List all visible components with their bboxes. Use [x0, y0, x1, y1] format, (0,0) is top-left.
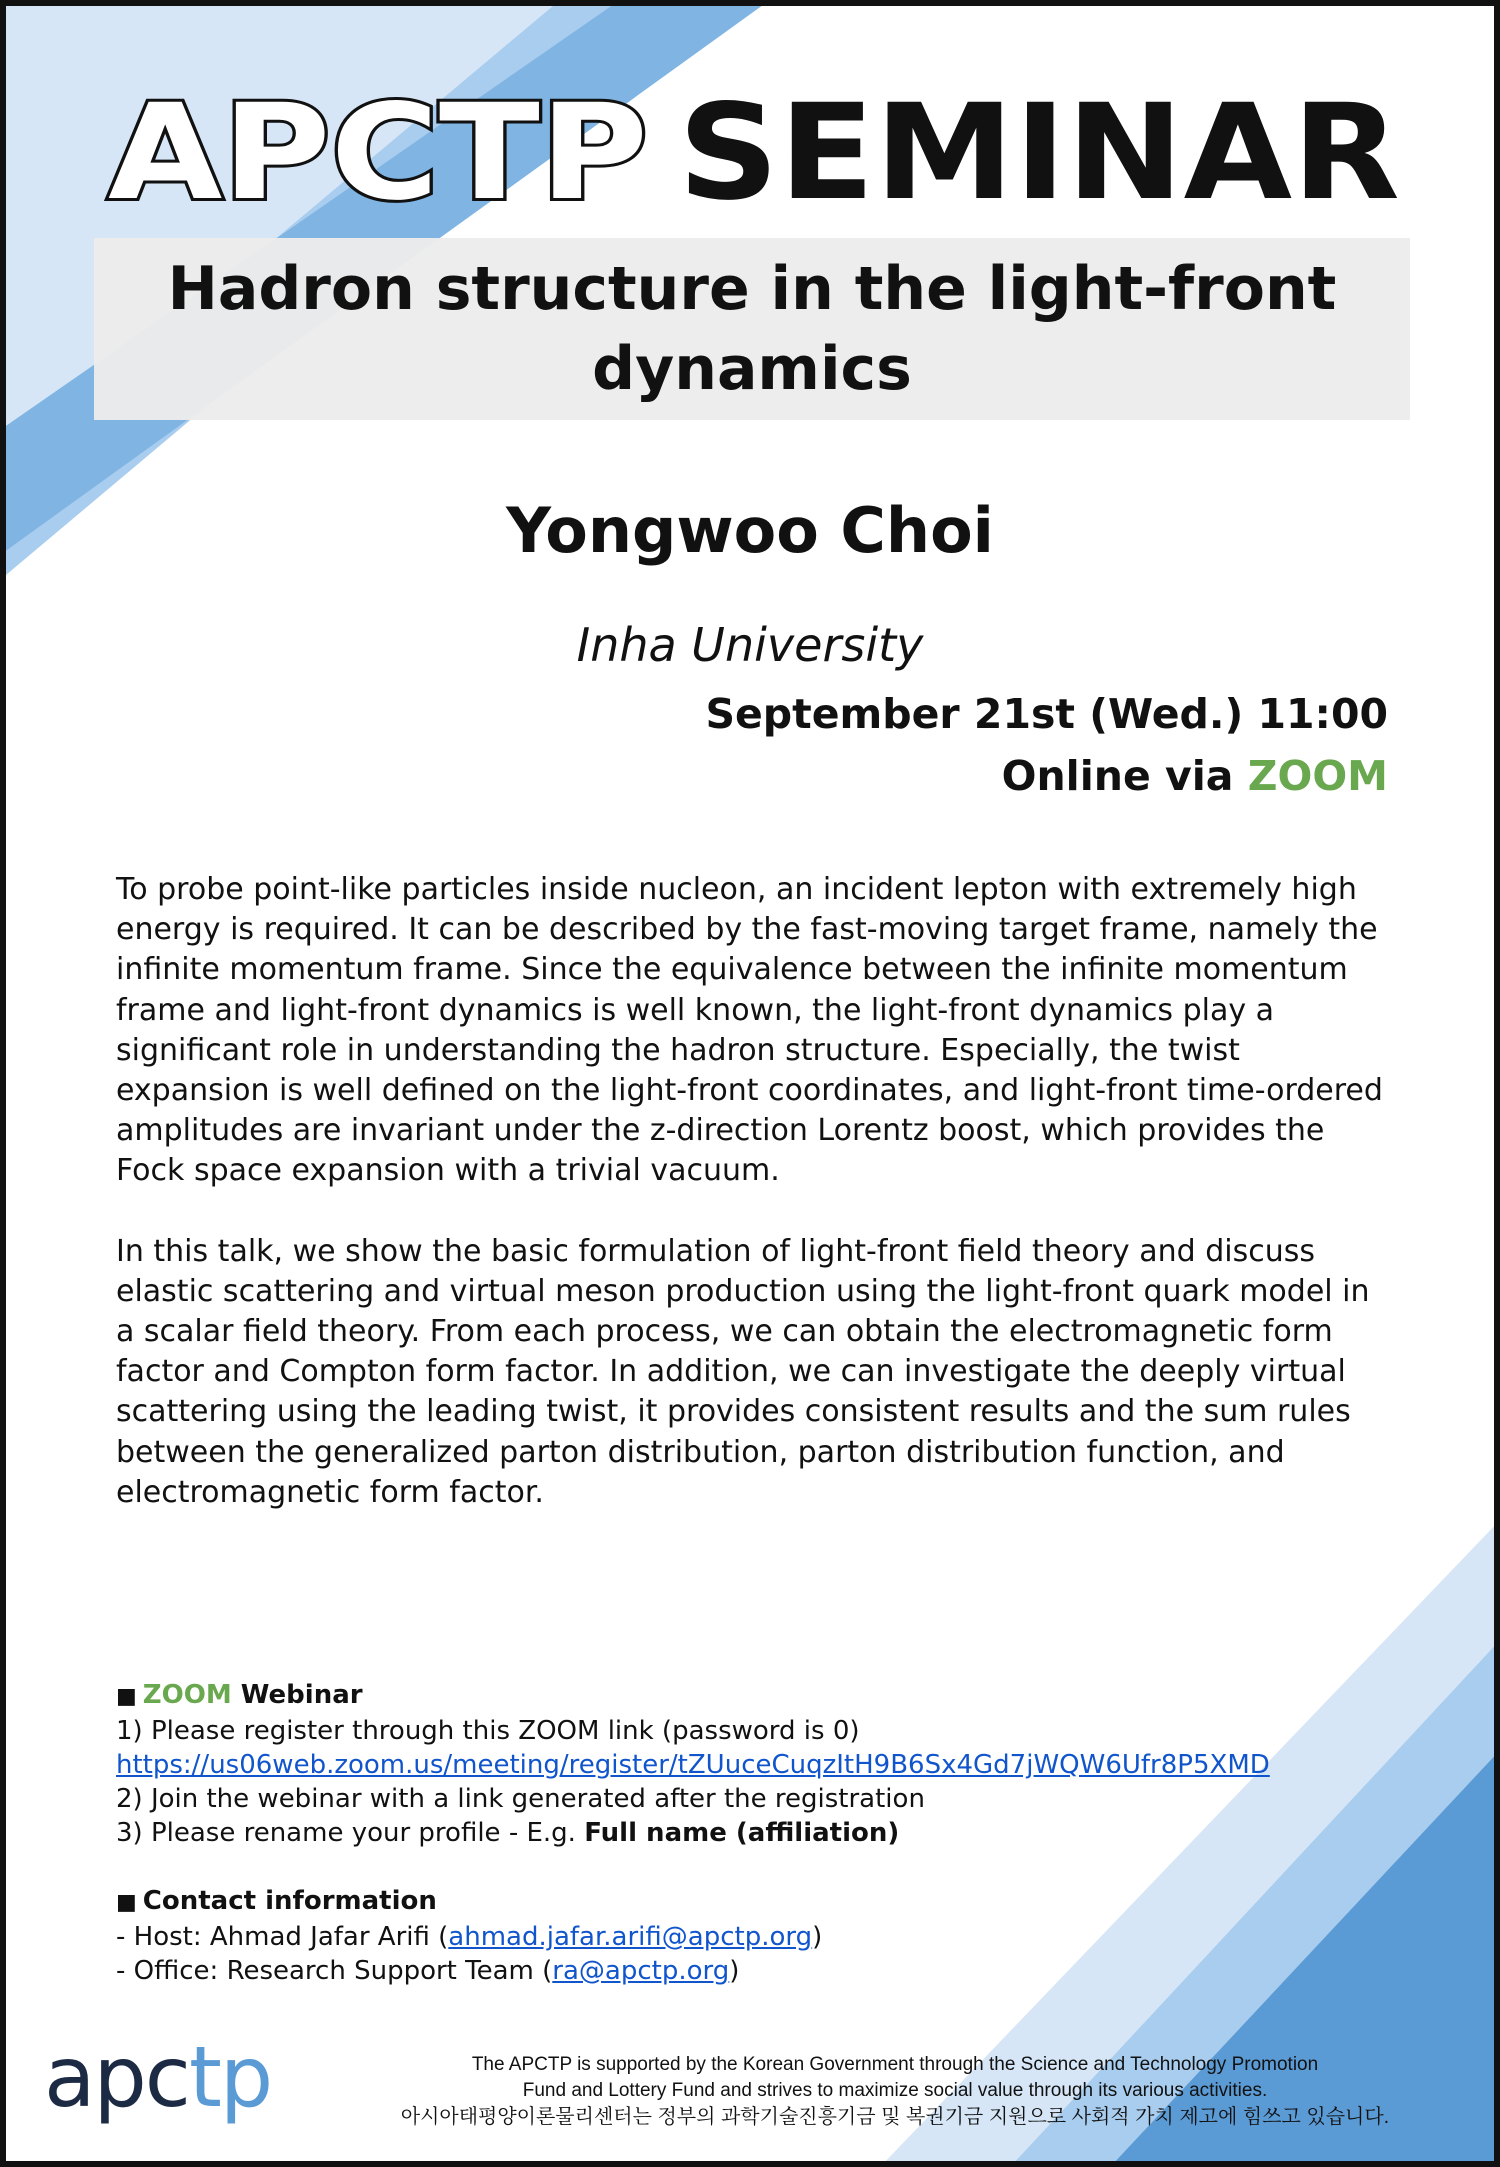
contact-host-label: - Host: Ahmad Jafar Arifi ( — [116, 1922, 449, 1952]
zoom-label: ZOOM — [142, 1680, 232, 1710]
logo-text-apc: apc — [44, 2036, 189, 2126]
contact-host-close: ) — [812, 1922, 823, 1952]
bullet-square-icon: ■ — [116, 1684, 137, 1709]
speaker-affiliation: Inha University — [576, 618, 924, 672]
seminar-venue — [1002, 752, 1388, 800]
talk-title: Hadron structure in the light-front dynamics — [167, 254, 1337, 404]
zoom-section-heading — [116, 1678, 1416, 1714]
subtitle-box — [94, 238, 1410, 420]
contact-office-close: ) — [729, 1956, 740, 1986]
venue-prefix: Online via — [1001, 752, 1248, 800]
funding-line-1: The APCTP is supported by the Korean Government through the Science and Technology Promotion — [471, 2054, 1319, 2075]
host-email-link[interactable]: ahmad.jafar.arifi@apctp.org — [448, 1922, 813, 1952]
speaker-name: Yongwoo Choi — [506, 494, 994, 567]
funding-statement — [320, 2052, 1470, 2130]
abstract-paragraph-2: In this talk, we show the basic formulation of light-front field theory and discuss elastic scattering and virtual meson production using the light-front quark model in a scalar field theory. From each process, we can obtain the electromagnetic form factor and Compton form factor. In addition, we can investigate the deeply virtual scattering using the leading twist, it provides consistent results and the sum rules between the generalized parton distribution, parton distribution function, and electromagnetic form factor. — [116, 1233, 1370, 1510]
contact-office — [116, 1954, 1416, 1988]
funding-line-korean: 아시아태평양이론물리센터는 정부의 과학기술진흥기금 및 복권기금 지원으로 사회적 가치 제고에 힘쓰고 있습니다. — [400, 2106, 1390, 2128]
contact-heading-label: Contact information — [142, 1886, 437, 1916]
title-main: SEMINAR — [678, 76, 1400, 230]
logo-text-tp: tp — [188, 2036, 272, 2126]
seminar-datetime: September 21st (Wed.) 11:00 — [705, 690, 1388, 738]
zoom-step-3 — [116, 1816, 1416, 1850]
funding-line-2: Fund and Lottery Fund and strives to maximize social value through its various activities. — [522, 2080, 1268, 2101]
contact-office-label: - Office: Research Support Team ( — [116, 1956, 553, 1986]
abstract-paragraph-1: To probe point-like particles inside nucleon, an incident lepton with extremely high energy is required. It can be described by the fast-moving target frame, namely the infinite momentum frame. Since the equivalence between the infinite momentum frame and light-front dynamics is well known, the light-front dynamics play a significant role in understanding the hadron structure. Especially, the twist expansion is well defined on the light-front coordinates, and light-front time-ordered amplitudes are invariant under the z-direction Lorentz boost, which provides the Fock space expansion with a trivial vacuum. — [116, 872, 1383, 1189]
apctp-logo — [44, 2036, 304, 2136]
venue-platform: ZOOM — [1247, 752, 1388, 800]
seminar-title — [0, 70, 1500, 240]
webinar-label: Webinar — [231, 1680, 363, 1710]
zoom-register-link[interactable]: https://us06web.zoom.us/meeting/register/tZUuceCuqzItH9B6Sx4Gd7jWQW6Ufr8P5XMD — [116, 1750, 1270, 1780]
zoom-step-3-example: Full name (affiliation) — [584, 1818, 900, 1848]
bullet-square-icon: ■ — [116, 1890, 137, 1915]
abstract — [116, 870, 1392, 1553]
info-section — [116, 1678, 1416, 1988]
contact-section-heading — [116, 1884, 1416, 1920]
zoom-step-1: 1) Please register through this ZOOM link (password is 0) — [116, 1716, 860, 1746]
title-prefix: APCTP — [108, 76, 648, 230]
zoom-step-3-text: 3) Please rename your profile - E.g. — [116, 1818, 585, 1848]
svg-text:apctp — [44, 2036, 271, 2126]
zoom-step-2: 2) Join the webinar with a link generated after the registration — [116, 1784, 925, 1814]
contact-host — [116, 1920, 1416, 1954]
office-email-link[interactable]: ra@apctp.org — [552, 1956, 730, 1986]
